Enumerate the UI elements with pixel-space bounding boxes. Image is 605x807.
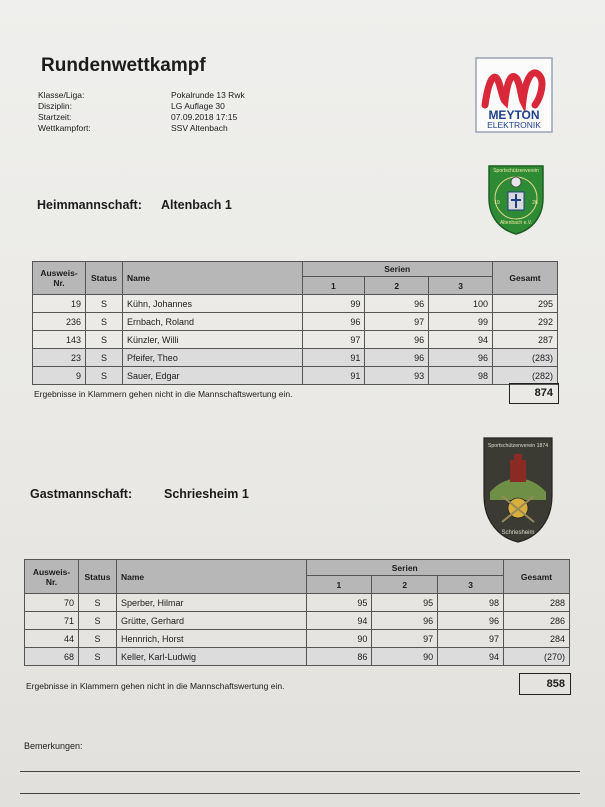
cell-serie-2: 97 [365,313,429,331]
col-name: Name [122,262,302,295]
cell-nr: 44 [25,630,79,648]
col-serien: Serien [306,560,504,576]
guest-team-label: Gastmannschaft: [30,487,133,501]
schriesheim-logo-bottom-text: Schriesheim [501,530,535,536]
meta-label: Klasse/Liga: [38,90,85,100]
col-serie-2: 2 [372,576,438,594]
cell-nr: 68 [25,648,79,666]
col-serie-1: 1 [302,277,365,295]
meyton-logo [475,57,553,133]
cell-nr: 19 [33,295,86,313]
meta-value: 07.09.2018 17:15 [171,112,238,122]
cell-nr: 236 [33,313,86,331]
altenbach-logo-year-a: 19 [494,200,500,206]
cell-name: Keller, Karl-Ludwig [116,648,306,666]
table-row [33,349,558,367]
col-serie-2: 2 [365,277,429,295]
cell-total: (270) [504,648,570,666]
guest-team-total: 858 [519,673,571,695]
cell-name: Ernbach, Roland [122,313,302,331]
cell-serie-3: 100 [429,295,493,313]
cell-total: 288 [504,594,570,612]
cell-total: 287 [493,331,558,349]
cell-total: 292 [493,313,558,331]
cell-nr: 9 [33,367,86,385]
remarks-label: Bemerkungen: [24,741,83,751]
page-title: Rundenwettkampf [41,55,206,76]
cell-serie-1: 97 [302,331,365,349]
altenbach-logo-year-b: 26 [532,200,538,206]
table-row [25,630,570,648]
col-status: Status [85,262,122,295]
altenbach-logo-bottom-text: Altenbach e.V. [499,220,533,226]
table-row [33,331,558,349]
cell-name: Kühn, Johannes [122,295,302,313]
home-team-name: Altenbach 1 [161,198,232,212]
cell-serie-3: 98 [429,367,493,385]
home-team-label: Heimmannschaft: [37,198,142,212]
col-gesamt: Gesamt [504,560,570,594]
cell-total: 284 [504,630,570,648]
cell-serie-2: 96 [365,295,429,313]
col-gesamt: Gesamt [493,262,558,295]
cell-serie-2: 96 [372,612,438,630]
guest-results-table [24,559,570,666]
cell-status: S [85,367,122,385]
cell-total: (282) [493,367,558,385]
table-row [25,612,570,630]
meta-label: Startzeit: [38,112,72,122]
schriesheim-club-logo [480,434,556,546]
home-results-table [32,261,558,385]
altenbach-club-logo [485,162,547,236]
cell-status: S [78,594,116,612]
table-row [33,295,558,313]
schriesheim-logo-top-text: Sportschützenverein 1874 [487,443,549,449]
meta-row [38,90,245,101]
cell-serie-3: 99 [429,313,493,331]
cell-serie-3: 96 [429,349,493,367]
remarks-line [20,793,580,794]
cell-status: S [78,630,116,648]
table-row [33,367,558,385]
col-ausweis: Ausweis- Nr. [33,262,86,295]
cell-serie-1: 91 [302,367,365,385]
home-bracket-note: Ergebnisse in Klammern gehen nicht in die Mannschaftswertung ein. [34,389,293,399]
cell-name: Sauer, Edgar [122,367,302,385]
cell-serie-3: 98 [438,594,504,612]
cell-serie-1: 96 [302,313,365,331]
col-serie-3: 3 [438,576,504,594]
cell-serie-3: 94 [438,648,504,666]
cell-status: S [78,648,116,666]
col-status: Status [78,560,116,594]
col-serie-3: 3 [429,277,493,295]
cell-nr: 71 [25,612,79,630]
cell-nr: 70 [25,594,79,612]
cell-status: S [85,349,122,367]
meta-label: Wettkampfort: [38,123,91,133]
meta-row [38,101,245,112]
cell-serie-1: 99 [302,295,365,313]
meta-row [38,123,245,134]
cell-serie-2: 90 [372,648,438,666]
table-row [33,313,558,331]
cell-status: S [85,331,122,349]
cell-nr: 143 [33,331,86,349]
home-team-heading [37,198,232,212]
cell-serie-2: 93 [365,367,429,385]
meyton-logo-text-2: ELEKTRONIK [487,120,541,130]
guest-team-name: Schriesheim 1 [164,487,249,501]
meta-value: Pokalrunde 13 Rwk [171,90,245,100]
cell-serie-2: 95 [372,594,438,612]
col-name: Name [116,560,306,594]
meta-row [38,112,245,123]
cell-status: S [85,295,122,313]
cell-total: 286 [504,612,570,630]
cell-name: Künzler, Willi [122,331,302,349]
cell-serie-1: 90 [306,630,372,648]
cell-serie-3: 96 [438,612,504,630]
cell-serie-2: 96 [365,349,429,367]
cell-serie-2: 97 [372,630,438,648]
guest-bracket-note: Ergebnisse in Klammern gehen nicht in die Mannschaftswertung ein. [26,681,285,691]
col-serie-1: 1 [306,576,372,594]
cell-serie-3: 97 [438,630,504,648]
competition-info [38,90,245,134]
table-row [25,648,570,666]
altenbach-logo-ring-text: Sportschützenverein [493,168,539,174]
col-serien: Serien [302,262,493,277]
table-row [25,594,570,612]
home-team-total: 874 [509,383,559,404]
meta-label: Disziplin: [38,101,73,111]
cell-serie-2: 96 [365,331,429,349]
cell-serie-3: 94 [429,331,493,349]
cell-total: 295 [493,295,558,313]
cell-name: Grütte, Gerhard [116,612,306,630]
meyton-logo-text-1: MEYTON [488,108,540,122]
cell-name: Sperber, Hilmar [116,594,306,612]
col-ausweis: Ausweis- Nr. [25,560,79,594]
cell-status: S [78,612,116,630]
cell-total: (283) [493,349,558,367]
cell-serie-1: 94 [306,612,372,630]
meta-value: LG Auflage 30 [171,101,225,111]
cell-name: Pfeifer, Theo [122,349,302,367]
cell-serie-1: 86 [306,648,372,666]
remarks-line [20,771,580,772]
cell-nr: 23 [33,349,86,367]
cell-status: S [85,313,122,331]
guest-team-heading [30,487,249,501]
cell-serie-1: 95 [306,594,372,612]
cell-serie-1: 91 [302,349,365,367]
cell-name: Hennrich, Horst [116,630,306,648]
meta-value: SSV Altenbach [171,123,228,133]
